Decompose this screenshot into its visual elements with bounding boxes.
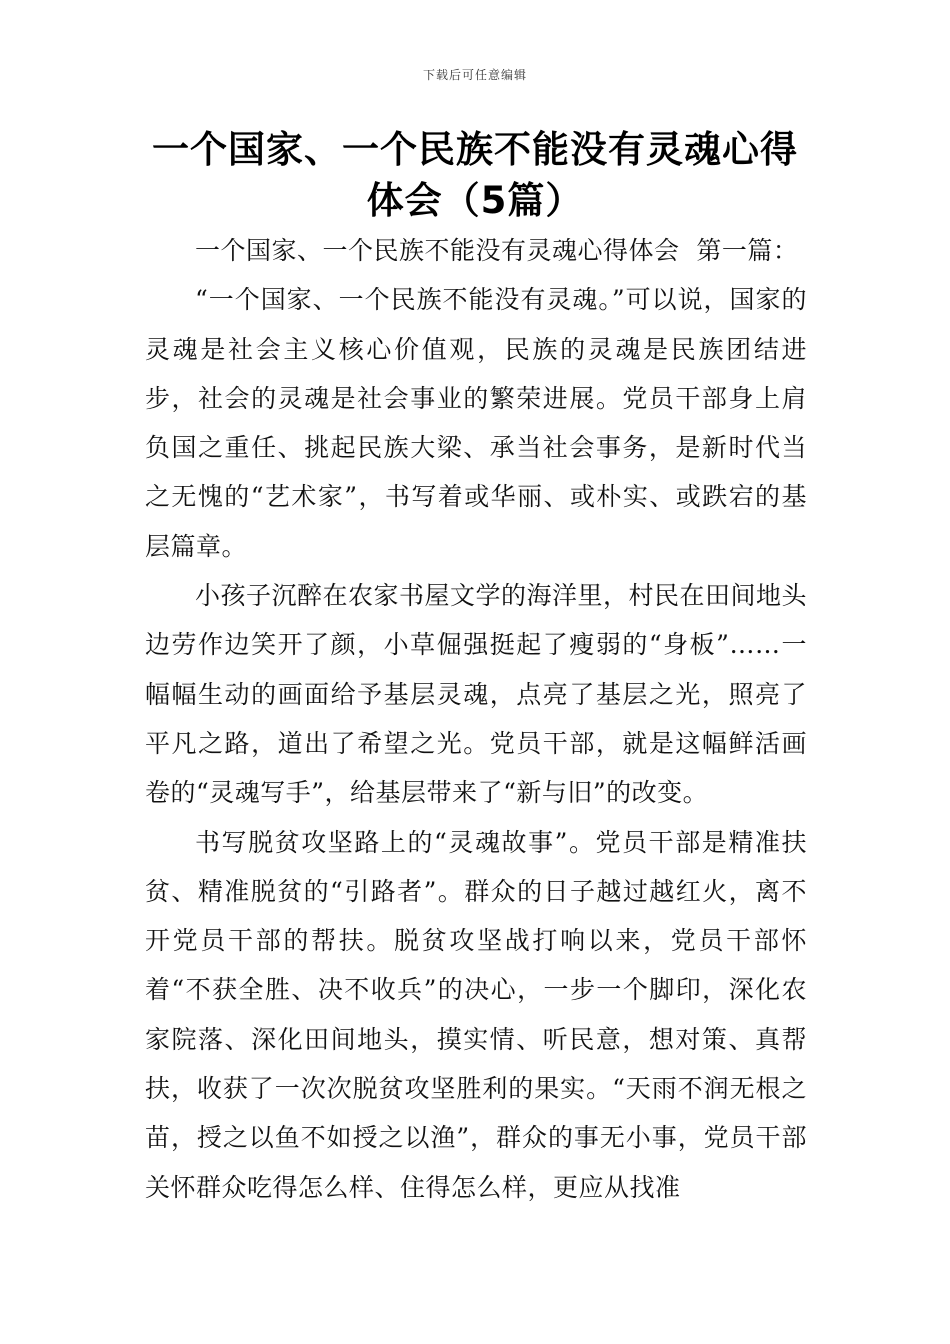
page-header-note: 下载后可任意编辑 bbox=[422, 68, 527, 82]
document-body bbox=[145, 226, 807, 1212]
document-title: 一个国家、一个民族不能没有灵魂心得体会（5篇） bbox=[152, 128, 798, 222]
paragraph: 书写脱贫攻坚路上的“灵魂故事”。党员干部是精准扶贫、精准脱贫的“引路者”。群众的日子越过越红火，离不开党员干部的帮扶。脱贫攻坚战打响以来，党员干部怀着“不获全胜、决不收兵”的决心，一步一个脚印，深化农家院落、深化田间地头，摸实情、听民意，想对策、真帮扶，收获了一次次脱贫攻坚胜利的果实。“天雨不润无根之苗，授之以鱼不如授之以渔”，群众的事无小事，党员干部关怀群众吃得怎么样、住得怎么样，更应从找准 bbox=[145, 827, 807, 1202]
section-heading: 一个国家、一个民族不能没有灵魂心得体会 第一篇： bbox=[195, 236, 799, 265]
paragraph: “一个国家、一个民族不能没有灵魂。”可以说，国家的灵魂是社会主义核心价值观，民族的灵魂是民族团结进步，社会的灵魂是社会事业的繁荣进展。党员干部身上肩负国之重任、挑起民族大梁、承当社会事务，是新时代当之无愧的“艺术家”，书写着或华丽、或朴实、或跌宕的基层篇章。 bbox=[145, 285, 807, 561]
paragraph: 小孩子沉醉在农家书屋文学的海洋里，村民在田间地头边劳作边笑开了颜，小草倔强挺起了瘦弱的“身板”……一幅幅生动的画面给予基层灵魂，点亮了基层之光，照亮了平凡之路，道出了希望之光。党员干部，就是这幅鲜活画卷的“灵魂写手”，给基层带来了“新与旧”的改变。 bbox=[145, 581, 808, 808]
